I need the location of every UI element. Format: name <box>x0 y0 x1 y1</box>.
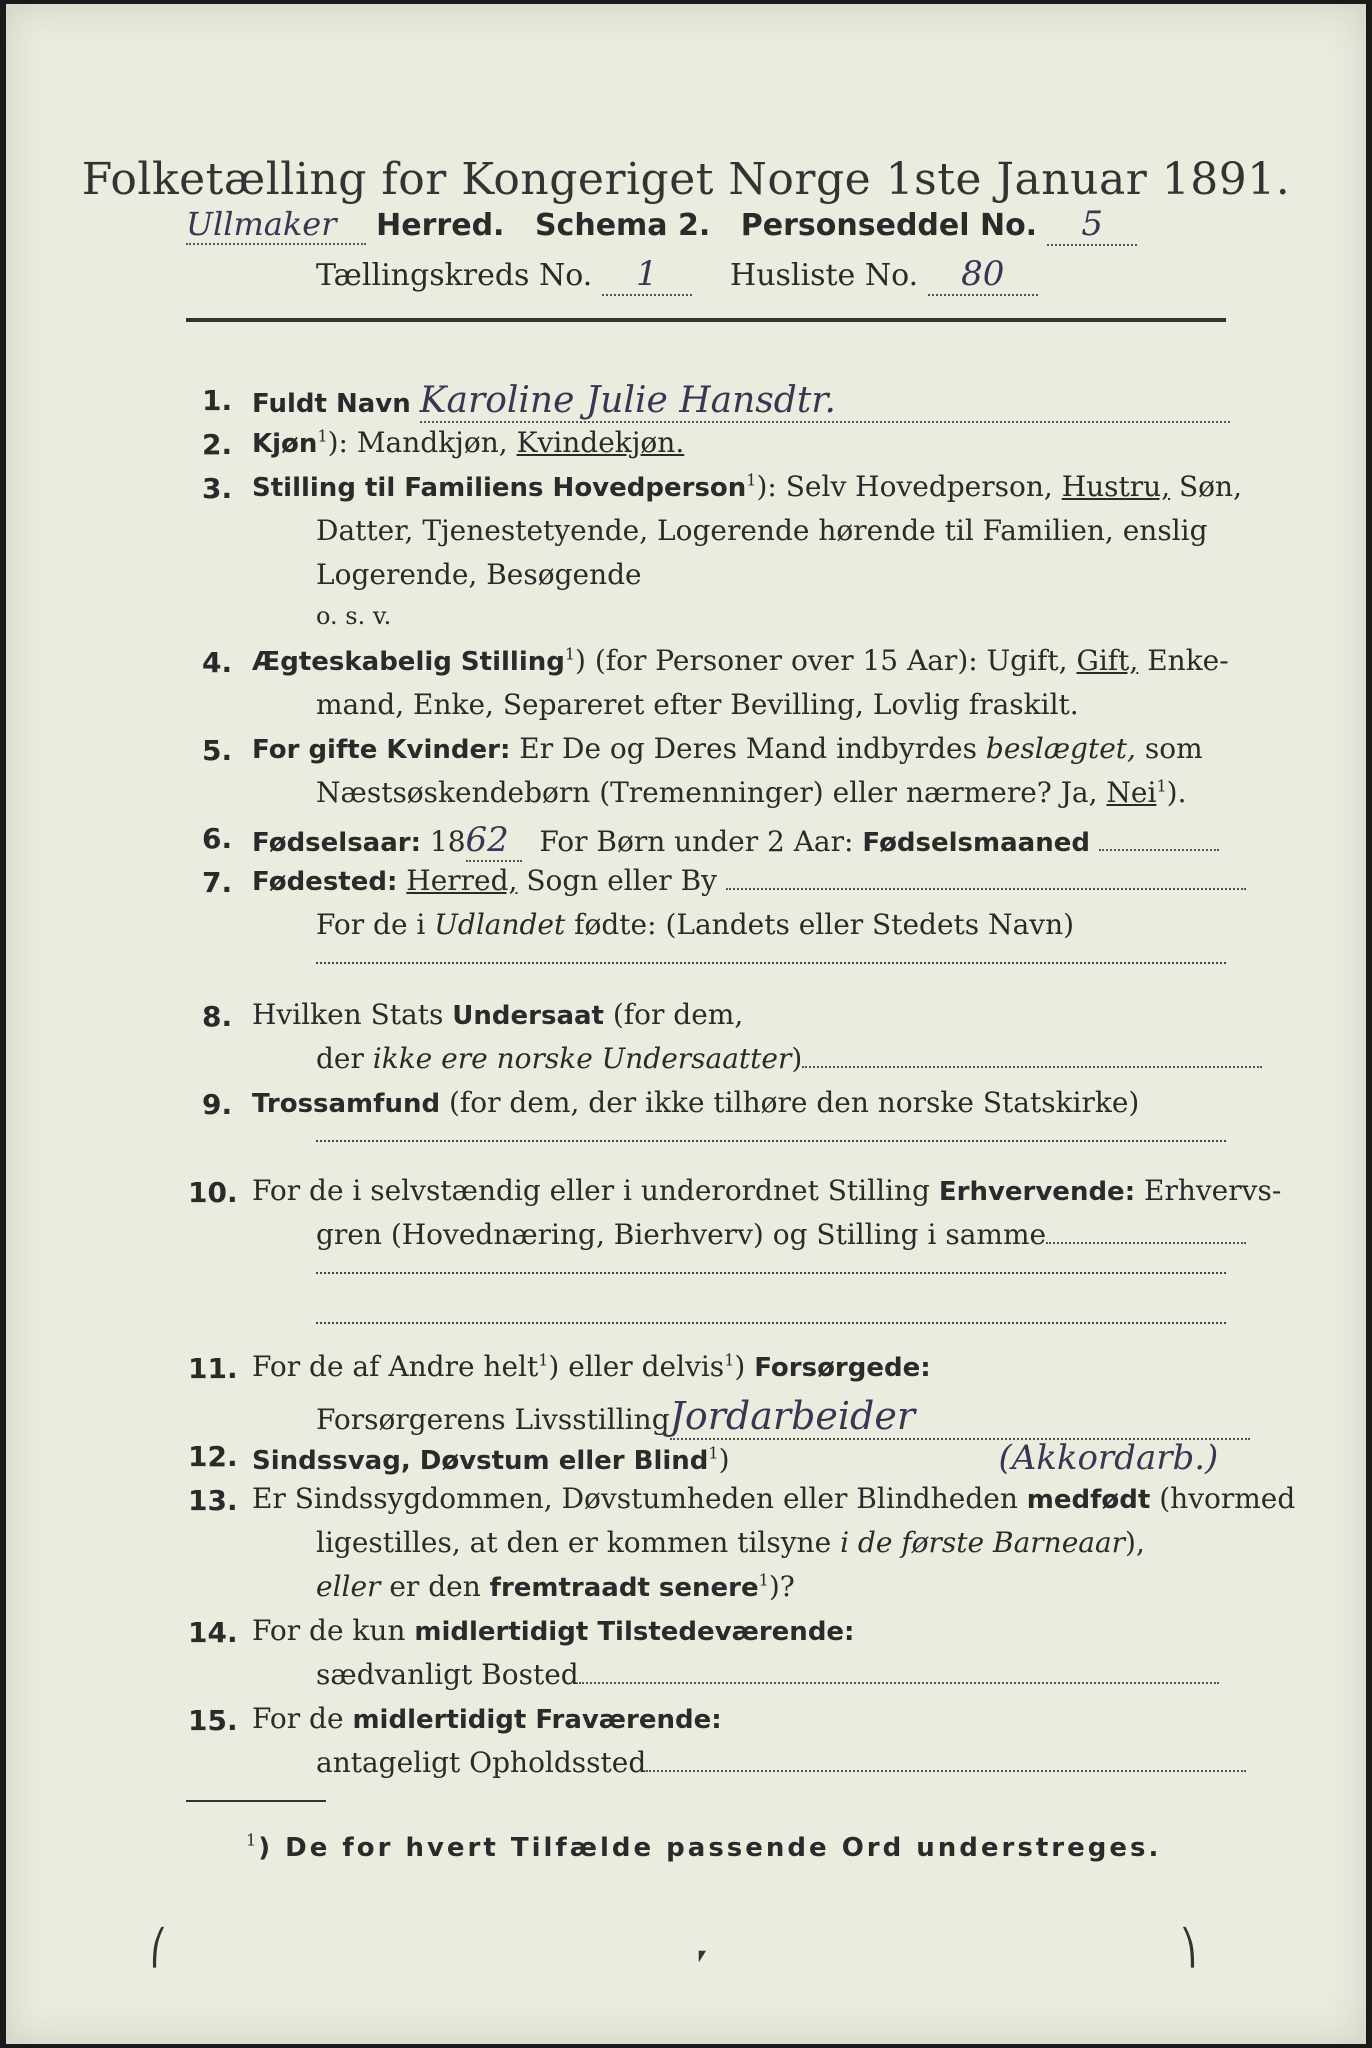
q9-row <box>252 1086 1139 1119</box>
q6-text: For Børn under 2 Aar: <box>539 825 854 858</box>
q13-line3-a: eller <box>316 1570 381 1603</box>
q2-kvindekjon: Kvindekjøn. <box>516 426 685 459</box>
q12-row: Sindssvag, Døvstum eller Blind$^1$) (Akkordarb.) <box>252 1438 1219 1478</box>
q6-row <box>252 820 1219 862</box>
q9-label: Trossamfund <box>252 1089 441 1119</box>
q15-text-a: For de <box>252 1702 344 1735</box>
q9-number: 9. <box>202 1088 233 1121</box>
q13-text-b: medfødt <box>1026 1485 1151 1515</box>
q8-line2-b: ikke ere norske Undersaatter <box>372 1042 792 1075</box>
herred-value: Ullmaker <box>186 205 366 245</box>
q6-label: Fødselsaar: <box>252 828 421 858</box>
q15-line2 <box>316 1746 1246 1779</box>
q2-label: Kjøn <box>252 429 318 459</box>
q14-line2 <box>316 1658 1219 1691</box>
q3-row: Stilling til Familiens Hovedperson$^1$): Selv Hovedperson, Hustru, Søn, <box>252 470 1242 503</box>
q10-line2-text: gren (Hovednæring, Bierhverv) og Stilling i samme <box>316 1218 1047 1251</box>
q8-text: (for dem, <box>612 998 744 1031</box>
q7-label: Fødested: <box>252 867 398 897</box>
footnote-text: ) De for hvert Tilfælde passende Ord understreges. <box>258 1833 1162 1863</box>
q4-line2: mand, Enke, Separeret efter Bevilling, Lovlig fraskilt. <box>316 688 1079 721</box>
q8-number: 8. <box>202 1000 233 1033</box>
q10-number: 10. <box>188 1176 238 1209</box>
q8-line2: der ikke ere norske Undersaatter) <box>316 1042 1262 1075</box>
q3-label: Stilling til Familiens Hovedperson <box>252 473 747 503</box>
q6-number: 6. <box>202 822 233 855</box>
q13-text-a: Er Sindssygdommen, Døvstumheden eller Blindheden <box>252 1482 1018 1515</box>
footnote-mark: 1 <box>246 1830 259 1850</box>
q15-text-b: midlertidigt Fraværende: <box>352 1705 722 1735</box>
q7-number: 7. <box>202 866 233 899</box>
q5-label: For gifte Kvinder: <box>252 735 511 765</box>
q11-row: For de af Andre helt$^1$) eller delvis$^1$) Forsørgede: <box>252 1350 931 1383</box>
q3-hustru: Hustru, <box>1061 470 1171 503</box>
q4-text-c: Enke- <box>1147 644 1229 677</box>
census-form-sheet <box>6 4 1366 2044</box>
q12-number: 12. <box>188 1440 238 1473</box>
q7-line2-a: For de i <box>316 908 426 941</box>
q4-text-a: ) (for Personer over 15 Aar): Ugift, <box>575 644 1068 677</box>
q7-herred: Herred, <box>406 864 518 897</box>
q14-text-b: midlertidigt Tilstedeværende: <box>414 1617 855 1647</box>
q4-gift: Gift, <box>1076 644 1139 677</box>
q6-text-b: Fødselsmaaned <box>862 828 1090 858</box>
q10-row <box>252 1174 1281 1207</box>
q5-text-b: beslægtet, <box>985 732 1136 765</box>
form-title: Folketælling for Kongeriget Norge 1ste Januar 1891. <box>81 154 1291 205</box>
q14-row <box>252 1614 854 1647</box>
personseddel-value: 5 <box>1047 204 1137 246</box>
q11-line2-text: Forsørgerens Livsstilling <box>316 1403 670 1436</box>
q13-line3-b: er den <box>389 1570 481 1603</box>
q3-text-a: ): Selv Hovedperson, <box>756 470 1053 503</box>
q5-number: 5. <box>202 734 233 767</box>
q2-number: 2. <box>202 428 233 461</box>
q14-number: 14. <box>188 1616 238 1649</box>
q8-row <box>252 998 743 1031</box>
q11-value: Jordarbeider <box>670 1394 1250 1440</box>
q13-line3-c: fremtraadt senere <box>489 1573 759 1603</box>
husliste-label: Husliste No. <box>730 258 919 293</box>
q13-text-c: (hvormed <box>1159 1482 1296 1515</box>
q5-line2: Næstsøskendebørn (Tremenninger) eller nærmere? Ja, Nei$^1$). <box>316 776 1187 809</box>
q5-row <box>252 732 1203 765</box>
herred-line <box>186 204 1137 246</box>
q7-row <box>252 864 1246 897</box>
q15-line2-text: antageligt Opholdssted <box>316 1746 647 1779</box>
q8-label-b: Undersaat <box>452 1001 604 1031</box>
q4-number: 4. <box>202 646 233 679</box>
q14-line2-text: sædvanligt Bosted <box>316 1658 579 1691</box>
q5-text-c: som <box>1144 732 1203 765</box>
q3-line3: Logerende, Besøgende <box>316 558 642 591</box>
q10-blank-line-2 <box>316 1322 1226 1324</box>
q8-line2-a: der <box>316 1042 364 1075</box>
q6-prefix: 18 <box>429 825 466 858</box>
q1-row <box>252 380 1230 423</box>
q13-line2-a: ligestilles, at den er kommen tilsyne <box>316 1526 832 1559</box>
q13-line2-b: i de første Barneaar <box>840 1526 1126 1559</box>
q11-text-c: Forsørgede: <box>754 1353 931 1383</box>
q13-row <box>252 1482 1295 1515</box>
q8-label-a: Hvilken Stats <box>252 998 444 1031</box>
q3-number: 3. <box>202 472 233 505</box>
header-rule <box>186 318 1226 322</box>
q1-label: Fuldt Navn <box>252 389 411 419</box>
q5-line2-a: Næstsøskendebørn (Tremenninger) eller nærmere? Ja, <box>316 776 1098 809</box>
scan-mark-right: ⎞ <box>1180 1928 1197 1968</box>
q10-blank-line-1 <box>316 1272 1226 1274</box>
husliste-value: 80 <box>928 254 1038 296</box>
scan-mark-left: ⎛ <box>150 1928 167 1968</box>
q9-text: (for dem, der ikke tilhøre den norske Statskirke) <box>449 1086 1140 1119</box>
q13-number: 13. <box>188 1484 238 1517</box>
q7-line2-b: Udlandet <box>434 908 566 941</box>
q2-row <box>252 426 684 459</box>
q5-text-a: Er De og Deres Mand indbyrdes <box>519 732 977 765</box>
q11-text-a: For de af Andre helt <box>252 1350 539 1383</box>
q11-number: 11. <box>188 1352 238 1385</box>
scan-mark-center: ⎖ <box>692 1940 712 1968</box>
q11-line2 <box>316 1394 1250 1440</box>
q14-text-a: For de kun <box>252 1614 406 1647</box>
q10-text-a: For de i selvstændig eller i underordnet Stilling <box>252 1174 930 1207</box>
q15-number: 15. <box>188 1704 238 1737</box>
footnote-rule <box>186 1800 326 1802</box>
q1-value: Karoline Julie Hansdtr. <box>420 380 1230 423</box>
q7-line2 <box>316 908 1074 941</box>
herred-label: Herred. <box>376 208 505 243</box>
q4-label: Ægteskabelig Stilling <box>252 647 565 677</box>
q7-line2-c: fødte: (Landets eller Stedets Navn) <box>574 908 1075 941</box>
footnote <box>246 1830 1161 1863</box>
q2-text-a: ): Mandkjøn, <box>327 426 508 459</box>
q13-line3: eller er den fremtraadt senere$^1$)? <box>316 1570 795 1603</box>
q15-row <box>252 1702 722 1735</box>
taellingskreds-value: 1 <box>602 254 692 296</box>
q3-line4: o. s. v. <box>316 602 392 630</box>
q10-text-b: Erhvervende: <box>938 1177 1136 1207</box>
q2-footnote-mark: 1 <box>317 426 328 446</box>
q12-value: (Akkordarb.) <box>998 1438 1219 1478</box>
q6-value: 62 <box>466 820 522 862</box>
taellingskreds-label: Tællingskreds No. <box>316 258 593 293</box>
q1-number: 1. <box>202 384 233 417</box>
q5-nei: Nei <box>1106 776 1157 809</box>
q10-line2 <box>316 1218 1246 1251</box>
q11-text-b: ) eller delvis <box>548 1350 725 1383</box>
schema-label: Schema 2. <box>534 208 711 243</box>
personseddel-label: Personseddel No. <box>740 208 1038 243</box>
q12-label: Sindssvag, Døvstum eller Blind <box>252 1446 709 1476</box>
q9-blank-line <box>316 1140 1226 1142</box>
q3-text-c: Søn, <box>1179 470 1242 503</box>
q3-line2: Datter, Tjenestetyende, Logerende hørende til Familien, enslig <box>316 514 1208 547</box>
q13-line2: ligestilles, at den er kommen tilsyne i de første Barneaar), <box>316 1526 1145 1559</box>
taellingskreds-line <box>316 254 1038 296</box>
q7-blank-line <box>316 962 1226 964</box>
q7-text-b: Sogn eller By <box>526 864 717 897</box>
q4-row: Ægteskabelig Stilling$^1$) (for Personer over 15 Aar): Ugift, Gift, Enke- <box>252 644 1229 677</box>
q10-text-c: Erhvervs- <box>1144 1174 1282 1207</box>
